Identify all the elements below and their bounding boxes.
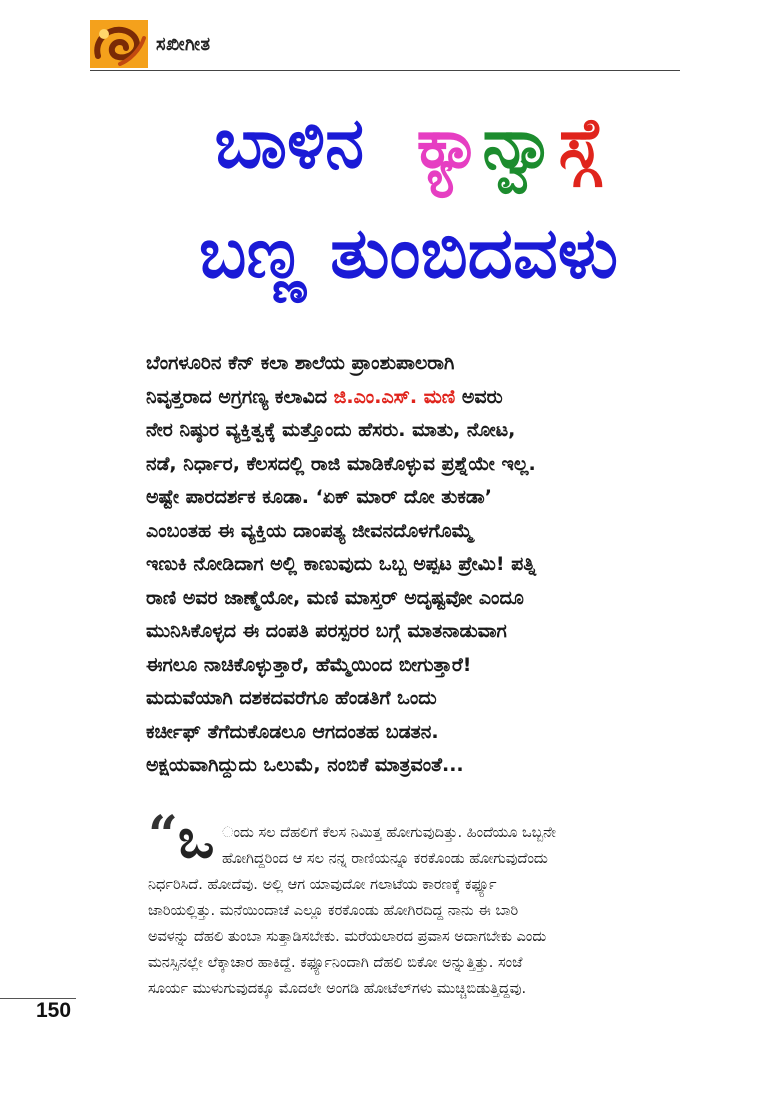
title-word-canvas-part2: ನ್ವಾ <box>482 102 559 184</box>
body-line: ಹೋಗಿದ್ದರಿಂದ ಆ ಸಲ ನನ್ನ ರಾಣಿಯನ್ನೂ ಕರಕೊಂಡು ಹೋಗುವುದೆಂದು <box>222 851 548 867</box>
intro-line: ಕರ್ಚೀಫ್ ತೆಗೆದುಕೊಡಲೂ ಆಗದಂತಹ ಬಡತನ. <box>146 720 439 743</box>
body-line: ಸೂರ್ಯ ಮುಳುಗುವುದಕ್ಕೂ ಮೊದಲೇ ಅಂಗಡಿ ಹೋಟೆಲ್‌ಗಳು ಮುಚ್ಚಿಬಿಡುತ್ತಿದ್ದವು. <box>148 981 527 997</box>
page-header <box>90 22 211 66</box>
intro-line: ರಾಣಿ ಅವರ ಜಾಣ್ಮೆಯೋ, ಮಣಿ ಮಾಸ್ತರ್ ಅದೃಷ್ಟವೋ ಎಂದೂ <box>146 586 524 609</box>
intro-paragraph <box>146 347 686 783</box>
title-word-canvas-part1: ಕ್ಯಾ <box>416 102 483 184</box>
intro-line-text: ನಿವೃತ್ತರಾದ ಅಗ್ರಗಣ್ಯ ಕಲಾವಿದ <box>146 385 334 408</box>
body-line: ಂದು ಸಲ ದೆಹಲಿಗೆ ಕೆಲಸ ನಿಮಿತ್ತ ಹೋಗುವುದಿತ್ತು. ಹಿಂದೆಯೂ ಒಬ್ಬನೇ <box>222 825 556 841</box>
article-title-line-1 <box>0 102 767 184</box>
body-line: ಮನಸ್ಸಿನಲ್ಲೇ ಲೆಕ್ಕಾಚಾರ ಹಾಕಿದ್ದೆ. ಕರ್ಫ್ಯೂನಿಂದಾಗಿ ದೆಹಲಿ ಬಿಕೋ ಅನ್ನುತ್ತಿತ್ತು. ಸಂಜೆ <box>148 955 523 971</box>
title-word-balina: ಬಾಳಿನ <box>214 102 365 184</box>
intro-line: ಮುನಿಸಿಕೊಳ್ಳದ ಈ ದಂಪತಿ ಪರಸ್ಪರರ ಬಗ್ಗೆ ಮಾತನಾಡುವಾಗ <box>146 620 507 642</box>
intro-line: ಇಣುಕಿ ನೋಡಿದಾಗ ಅಲ್ಲಿ ಕಾಣುವುದು ಒಬ್ಬ ಅಪ್ಪಟ ಪ್ರೇಮಿ! ಪತ್ನಿ <box>146 553 536 575</box>
title-word-canvas-part3: ಸ್ <box>558 102 603 184</box>
body-line: ನಿರ್ಧರಿಸಿದೆ. ಹೋದೆವು. ಅಲ್ಲಿ ಆಗ ಯಾವುದೋ ಗಲಾಟೆಯ ಕಾರಣಕ್ಕೆ ಕರ್ಫ್ಯೂ <box>148 877 497 893</box>
drop-cap: ಒ <box>178 807 215 870</box>
mango-swirl-logo-icon <box>90 20 148 68</box>
body-paragraph <box>148 820 688 1002</box>
intro-line: ಎಂಬಂತಹ ಈ ವ್ಯಕ್ತಿಯ ದಾಂಪತ್ಯ ಜೀವನದೊಳಗೊಮ್ಮೆ <box>146 519 474 542</box>
header-divider <box>90 70 680 71</box>
intro-line: ಅಕ್ಷಯವಾಗಿದ್ದುದು ಒಲುಮೆ, ನಂಬಿಕೆ ಮಾತ್ರವಂತೆ... <box>146 754 464 776</box>
section-title: ಸಖೀಗೀತ <box>156 33 211 55</box>
intro-line: ನೇರ ನಿಷ್ಠುರ ವ್ಯಕ್ತಿತ್ವಕ್ಕೆ ಮತ್ತೊಂದು ಹೆಸರು. ಮಾತು, ನೋಟ, <box>146 419 516 441</box>
intro-line: ಈಗಲೂ ನಾಚಿಕೊಳ್ಳುತ್ತಾರೆ, ಹೆಮ್ಮೆಯಿಂದ ಬೀಗುತ್ತಾರೆ! <box>146 653 472 676</box>
body-line: ಅವಳನ್ನು ದೆಹಲಿ ತುಂಬಾ ಸುತ್ತಾಡಿಸಬೇಕು. ಮರೆಯಲಾರದ ಪ್ರವಾಸ ಅದಾಗಬೇಕು ಎಂದು <box>148 929 547 945</box>
intro-line: ಬೆಂಗಳೂರಿನ ಕೆನ್ ಕಲಾ ಶಾಲೆಯ ಪ್ರಾಂಶುಪಾಲರಾಗಿ <box>146 352 455 374</box>
intro-line: ಮದುವೆಯಾಗಿ ದಶಕದವರೆಗೂ ಹೆಂಡತಿಗೆ ಒಂದು <box>146 687 437 709</box>
open-quote-mark: “ <box>148 805 178 866</box>
artist-name: ಜಿ.ಎಂ.ಎಸ್. ಮಣಿ <box>333 385 456 408</box>
intro-line-text: ಅವರು <box>455 385 503 408</box>
intro-line <box>146 381 686 415</box>
intro-line: ನಡೆ, ನಿರ್ಧಾರ, ಕೆಲಸದಲ್ಲಿ ರಾಜಿ ಮಾಡಿಕೊಳ್ಳುವ ಪ್ರಶ್ನೆಯೇ ಇಲ್ಲ. <box>146 452 536 475</box>
body-line: ಜಾರಿಯಲ್ಲಿತ್ತು. ಮನೆಯಿಂದಾಚೆ ಎಲ್ಲೂ ಕರಕೊಂಡು ಹೋಗಿರದಿದ್ದ ನಾನು ಈ ಬಾರಿ <box>148 903 519 919</box>
page-number: 150 <box>36 999 72 1022</box>
intro-line: ಅಷ್ಟೇ ಪಾರದರ್ಶಕ ಕೂಡಾ. ‘ಏಕ್ ಮಾರ್ ದೋ ತುಕಡಾ’ <box>146 486 492 508</box>
article-title-line-2: ಬಣ್ಣ ತುಂಬಿದವಳು <box>198 212 619 294</box>
